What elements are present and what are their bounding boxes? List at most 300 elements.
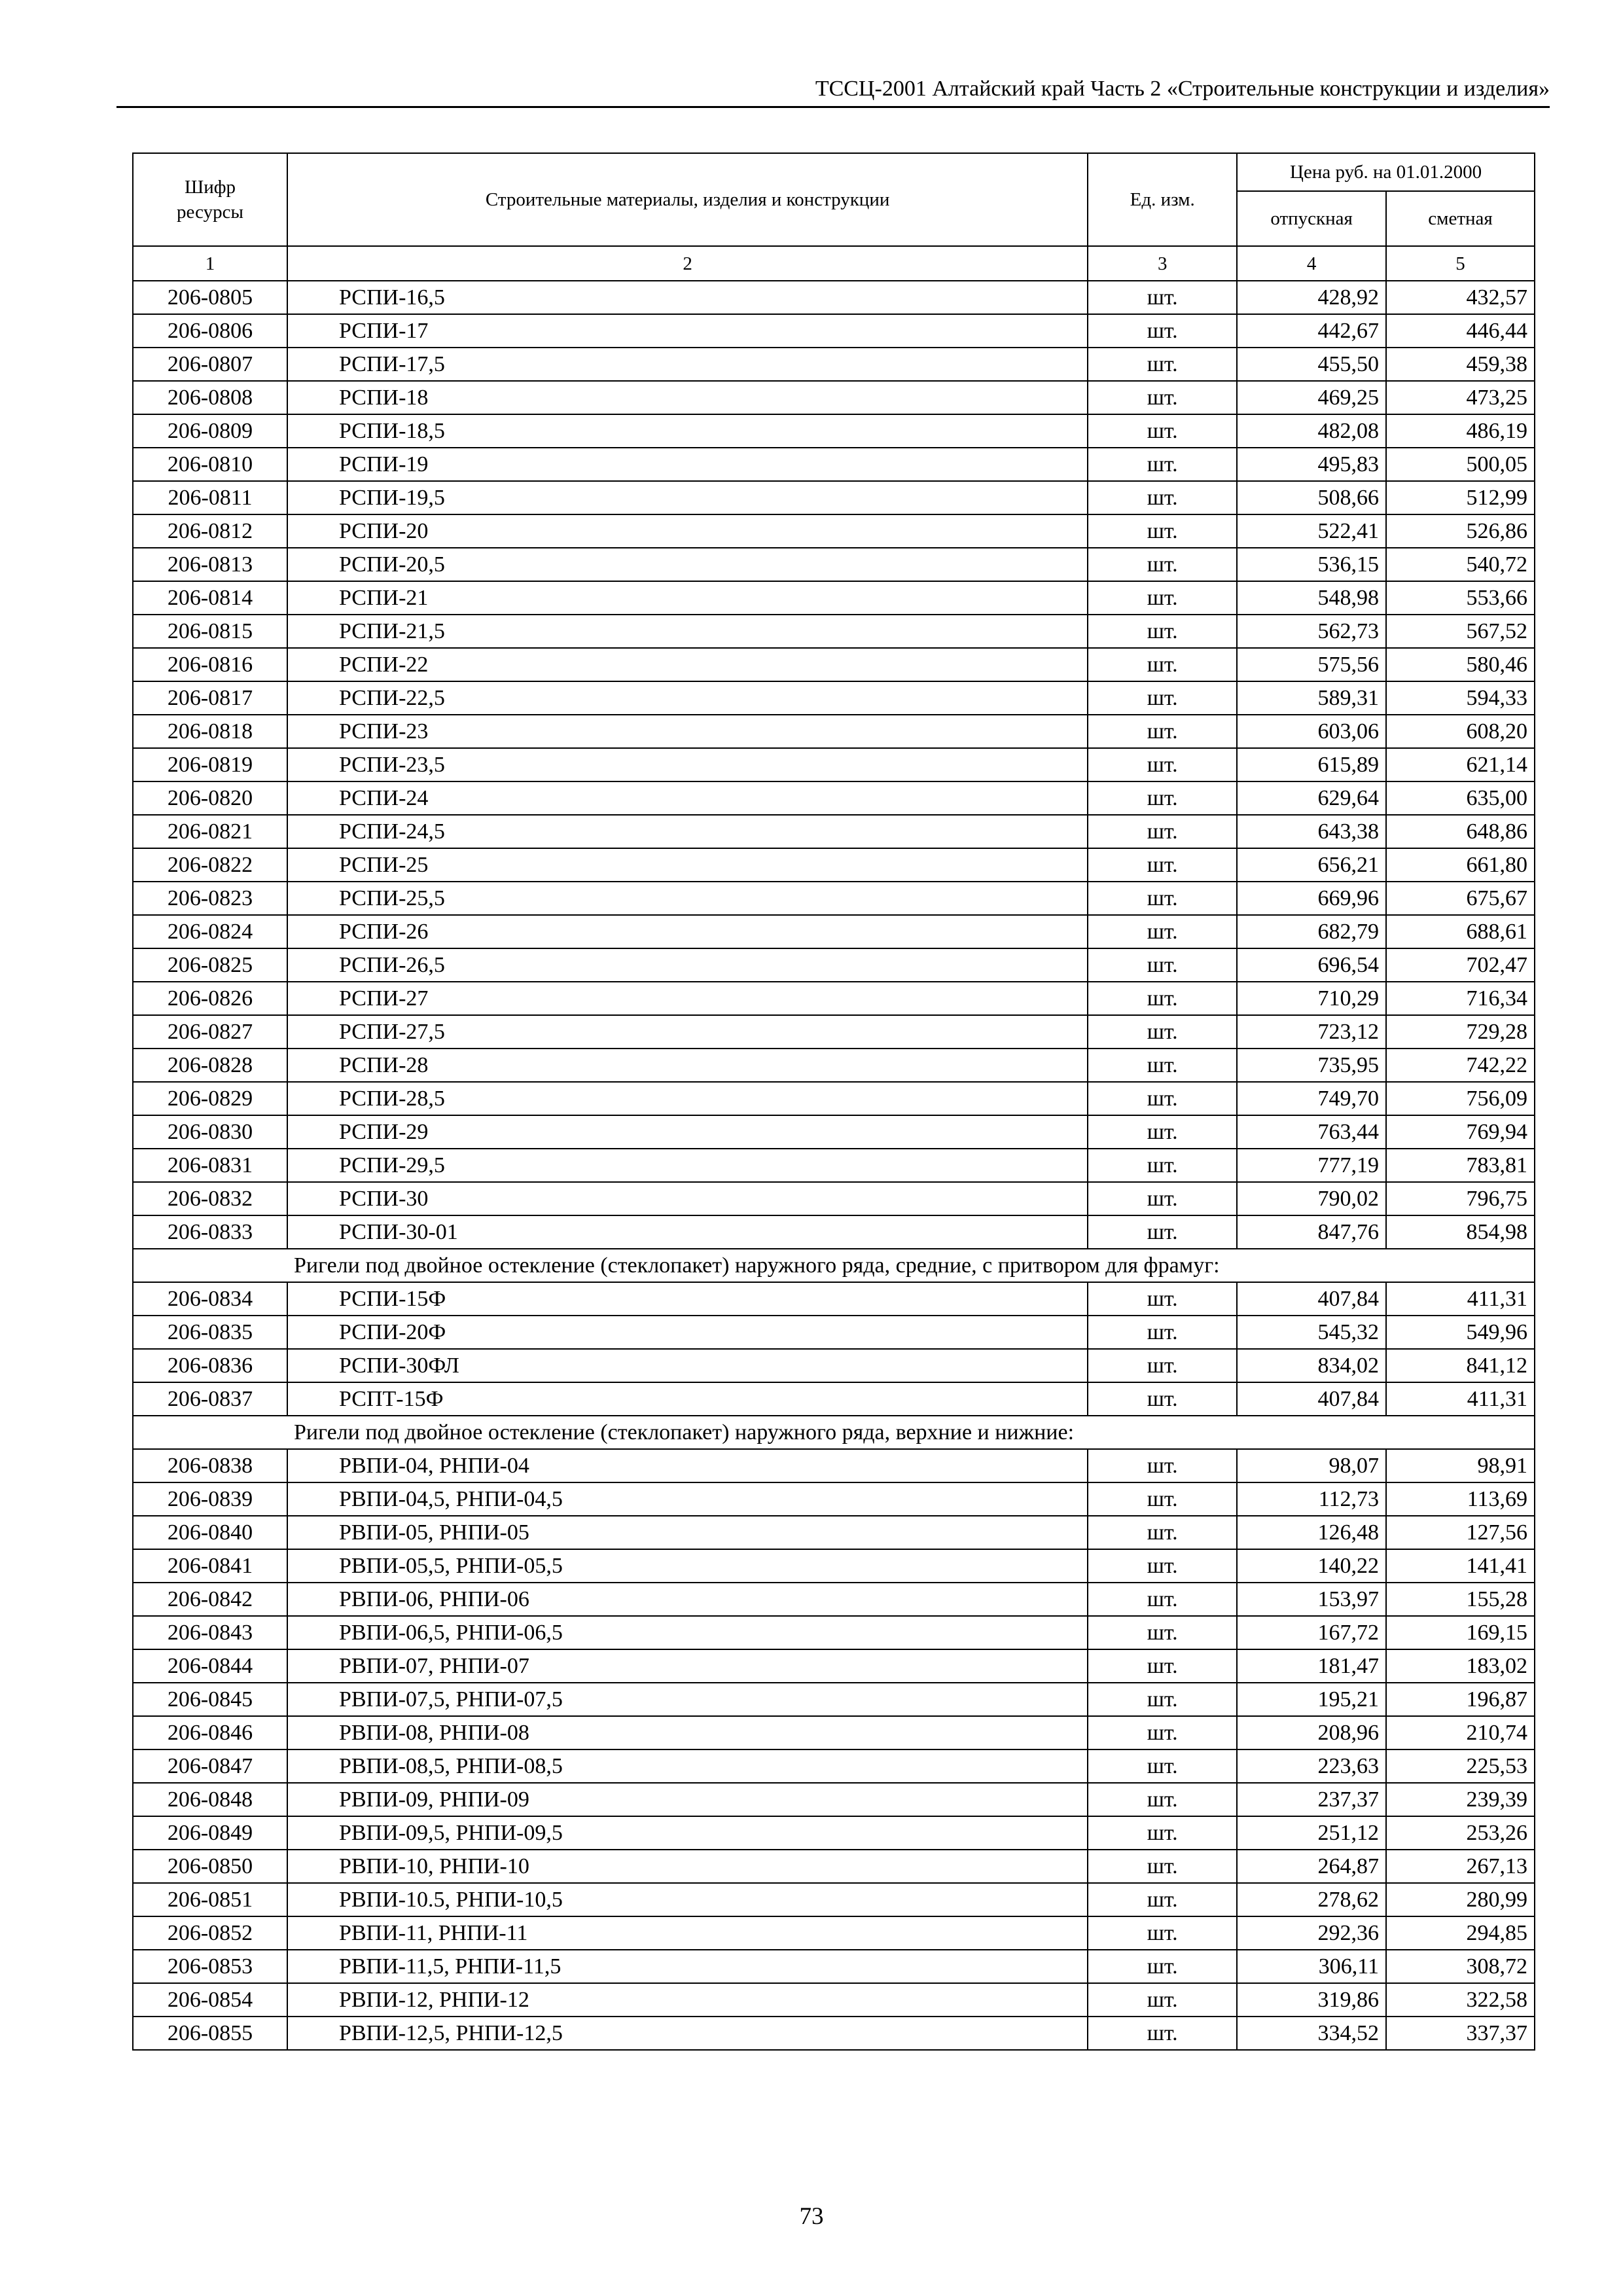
cell-unit: шт. (1088, 1549, 1237, 1583)
cell-name: РВПИ-05, РНПИ-05 (287, 1516, 1088, 1549)
table-row (133, 1816, 1535, 1850)
cell-estimate-price: 702,47 (1386, 948, 1535, 982)
cell-unit: шт. (1088, 1683, 1237, 1716)
cell-unit: шт. (1088, 348, 1237, 381)
cell-estimate-price: 580,46 (1386, 648, 1535, 681)
table-row (133, 781, 1535, 815)
cell-name: РВПИ-08,5, РНПИ-08,5 (287, 1749, 1088, 1783)
header-title: ТССЦ-2001 Алтайский край Часть 2 «Строительные конструкции и изделия» (815, 77, 1550, 101)
colnum-3: 3 (1088, 246, 1237, 281)
table-row (133, 1850, 1535, 1883)
cell-estimate-price: 113,69 (1386, 1482, 1535, 1516)
cell-name: РСПТ-15Ф (287, 1382, 1088, 1416)
cell-release-price: 140,22 (1237, 1549, 1386, 1583)
cell-release-price: 545,32 (1237, 1316, 1386, 1349)
table-row (133, 982, 1535, 1015)
table-row (133, 514, 1535, 548)
cell-release-price: 735,95 (1237, 1049, 1386, 1082)
cell-code: 206-0829 (133, 1082, 287, 1115)
cell-release-price: 603,06 (1237, 715, 1386, 748)
cell-code: 206-0818 (133, 715, 287, 748)
table-row (133, 1883, 1535, 1916)
table-row (133, 1583, 1535, 1616)
cell-unit: шт. (1088, 1049, 1237, 1082)
cell-estimate-price: 594,33 (1386, 681, 1535, 715)
cell-name: РСПИ-28 (287, 1049, 1088, 1082)
cell-release-price: 548,98 (1237, 581, 1386, 615)
cell-code: 206-0845 (133, 1683, 287, 1716)
cell-code: 206-0848 (133, 1783, 287, 1816)
cell-estimate-price: 267,13 (1386, 1850, 1535, 1883)
cell-release-price: 629,64 (1237, 781, 1386, 815)
table-row (133, 314, 1535, 348)
table-row (133, 1950, 1535, 1983)
cell-unit: шт. (1088, 915, 1237, 948)
cell-estimate-price: 716,34 (1386, 982, 1535, 1015)
cell-unit: шт. (1088, 781, 1237, 815)
cell-unit: шт. (1088, 1082, 1237, 1115)
table-row (133, 1115, 1535, 1149)
cell-name: РСПИ-23,5 (287, 748, 1088, 781)
cell-release-price: 495,83 (1237, 448, 1386, 481)
cell-estimate-price: 841,12 (1386, 1349, 1535, 1382)
cell-unit: шт. (1088, 1015, 1237, 1049)
cell-release-price: 455,50 (1237, 348, 1386, 381)
cell-unit: шт. (1088, 514, 1237, 548)
cell-estimate-price: 512,99 (1386, 481, 1535, 514)
cell-estimate-price: 854,98 (1386, 1215, 1535, 1249)
cell-release-price: 615,89 (1237, 748, 1386, 781)
table-row (133, 1382, 1535, 1416)
cell-name: РСПИ-25 (287, 848, 1088, 882)
table-row (133, 1149, 1535, 1182)
cell-estimate-price: 567,52 (1386, 615, 1535, 648)
cell-code: 206-0822 (133, 848, 287, 882)
cell-release-price: 223,63 (1237, 1749, 1386, 1783)
cell-code: 206-0823 (133, 882, 287, 915)
cell-estimate-price: 729,28 (1386, 1015, 1535, 1049)
cell-estimate-price: 225,53 (1386, 1749, 1535, 1783)
cell-name: РСПИ-22,5 (287, 681, 1088, 715)
cell-unit: шт. (1088, 1182, 1237, 1215)
cell-name: РВПИ-10.5, РНПИ-10,5 (287, 1883, 1088, 1916)
cell-unit: шт. (1088, 281, 1237, 314)
cell-code: 206-0841 (133, 1549, 287, 1583)
cell-release-price: 98,07 (1237, 1449, 1386, 1482)
page-header (116, 73, 1550, 108)
cell-name: РСПИ-24,5 (287, 815, 1088, 848)
cell-code: 206-0854 (133, 1983, 287, 2017)
table-row (133, 1783, 1535, 1816)
cell-unit: шт. (1088, 581, 1237, 615)
cell-release-price: 575,56 (1237, 648, 1386, 681)
cell-code: 206-0814 (133, 581, 287, 615)
cell-estimate-price: 169,15 (1386, 1616, 1535, 1649)
cell-estimate-price: 661,80 (1386, 848, 1535, 882)
cell-code: 206-0813 (133, 548, 287, 581)
cell-code: 206-0833 (133, 1215, 287, 1249)
cell-code: 206-0816 (133, 648, 287, 681)
table-row (133, 1082, 1535, 1115)
cell-code: 206-0850 (133, 1850, 287, 1883)
cell-code: 206-0840 (133, 1516, 287, 1549)
cell-estimate-price: 253,26 (1386, 1816, 1535, 1850)
cell-estimate-price: 608,20 (1386, 715, 1535, 748)
cell-estimate-price: 239,39 (1386, 1783, 1535, 1816)
cell-unit: шт. (1088, 1783, 1237, 1816)
section-row (133, 1249, 1535, 1282)
cell-unit: шт. (1088, 1382, 1237, 1416)
cell-release-price: 482,08 (1237, 414, 1386, 448)
cell-estimate-price: 549,96 (1386, 1316, 1535, 1349)
cell-release-price: 112,73 (1237, 1482, 1386, 1516)
cell-unit: шт. (1088, 882, 1237, 915)
cell-estimate-price: 688,61 (1386, 915, 1535, 948)
header-unit: Ед. изм. (1088, 153, 1237, 246)
cell-release-price: 589,31 (1237, 681, 1386, 715)
table-row (133, 748, 1535, 781)
cell-unit: шт. (1088, 381, 1237, 414)
cell-code: 206-0846 (133, 1716, 287, 1749)
cell-estimate-price: 553,66 (1386, 581, 1535, 615)
cell-code: 206-0824 (133, 915, 287, 948)
cell-release-price: 407,84 (1237, 1282, 1386, 1316)
cell-estimate-price: 98,91 (1386, 1449, 1535, 1482)
header-code: Шифр ресурсы (133, 153, 287, 246)
table-row (133, 1649, 1535, 1683)
cell-release-price: 126,48 (1237, 1516, 1386, 1549)
cell-name: РСПИ-20Ф (287, 1316, 1088, 1349)
cell-estimate-price: 411,31 (1386, 1282, 1535, 1316)
cell-name: РСПИ-16,5 (287, 281, 1088, 314)
cell-name: РСПИ-18 (287, 381, 1088, 414)
cell-unit: шт. (1088, 1716, 1237, 1749)
cell-code: 206-0820 (133, 781, 287, 815)
cell-unit: шт. (1088, 1649, 1237, 1683)
cell-estimate-price: 742,22 (1386, 1049, 1535, 1082)
table-row (133, 1683, 1535, 1716)
cell-release-price: 181,47 (1237, 1649, 1386, 1683)
cell-code: 206-0815 (133, 615, 287, 648)
cell-release-price: 251,12 (1237, 1816, 1386, 1850)
cell-estimate-price: 526,86 (1386, 514, 1535, 548)
cell-release-price: 696,54 (1237, 948, 1386, 982)
cell-name: РВПИ-11, РНПИ-11 (287, 1916, 1088, 1950)
cell-code: 206-0809 (133, 414, 287, 448)
header-release: отпускная (1237, 191, 1386, 246)
table-row (133, 1749, 1535, 1783)
cell-release-price: 167,72 (1237, 1616, 1386, 1649)
table-row (133, 1015, 1535, 1049)
table-row (133, 448, 1535, 481)
table-row (133, 948, 1535, 982)
cell-name: РСПИ-22 (287, 648, 1088, 681)
table-row (133, 815, 1535, 848)
cell-name: РСПИ-20,5 (287, 548, 1088, 581)
table-row (133, 648, 1535, 681)
cell-code: 206-0819 (133, 748, 287, 781)
cell-code: 206-0839 (133, 1482, 287, 1516)
cell-name: РВПИ-12, РНПИ-12 (287, 1983, 1088, 2017)
cell-name: РСПИ-26,5 (287, 948, 1088, 982)
cell-estimate-price: 621,14 (1386, 748, 1535, 781)
cell-unit: шт. (1088, 715, 1237, 748)
cell-unit: шт. (1088, 1816, 1237, 1850)
cell-name: РВПИ-10, РНПИ-10 (287, 1850, 1088, 1883)
cell-code: 206-0810 (133, 448, 287, 481)
cell-name: РСПИ-24 (287, 781, 1088, 815)
cell-name: РВПИ-08, РНПИ-08 (287, 1716, 1088, 1749)
cell-estimate-price: 783,81 (1386, 1149, 1535, 1182)
cell-code: 206-0832 (133, 1182, 287, 1215)
cell-name: РСПИ-26 (287, 915, 1088, 948)
cell-code: 206-0817 (133, 681, 287, 715)
cell-unit: шт. (1088, 848, 1237, 882)
cell-code: 206-0805 (133, 281, 287, 314)
colnum-5: 5 (1386, 246, 1535, 281)
cell-name: РВПИ-06, РНПИ-06 (287, 1583, 1088, 1616)
cell-release-price: 428,92 (1237, 281, 1386, 314)
cell-estimate-price: 183,02 (1386, 1649, 1535, 1683)
cell-release-price: 334,52 (1237, 2017, 1386, 2050)
cell-name: РСПИ-21,5 (287, 615, 1088, 648)
table-row (133, 715, 1535, 748)
cell-estimate-price: 446,44 (1386, 314, 1535, 348)
table-row (133, 548, 1535, 581)
cell-estimate-price: 322,58 (1386, 1983, 1535, 2017)
cell-name: РСПИ-19 (287, 448, 1088, 481)
cell-unit: шт. (1088, 1215, 1237, 1249)
cell-estimate-price: 500,05 (1386, 448, 1535, 481)
header-price: Цена руб. на 01.01.2000 (1237, 153, 1535, 191)
cell-name: РСПИ-29,5 (287, 1149, 1088, 1182)
table-row (133, 681, 1535, 715)
table-row (133, 1049, 1535, 1082)
table-row (133, 1516, 1535, 1549)
cell-release-price: 306,11 (1237, 1950, 1386, 1983)
cell-unit: шт. (1088, 1149, 1237, 1182)
table-row (133, 1916, 1535, 1950)
section-title: Ригели под двойное остекление (стеклопакет) наружного ряда, верхние и нижние: (133, 1416, 1535, 1449)
cell-estimate-price: 337,37 (1386, 2017, 1535, 2050)
cell-name: РВПИ-07, РНПИ-07 (287, 1649, 1088, 1683)
cell-release-price: 749,70 (1237, 1082, 1386, 1115)
table-row (133, 1716, 1535, 1749)
cell-code: 206-0808 (133, 381, 287, 414)
cell-unit: шт. (1088, 1983, 1237, 2017)
cell-code: 206-0828 (133, 1049, 287, 1082)
cell-release-price: 777,19 (1237, 1149, 1386, 1182)
cell-code: 206-0837 (133, 1382, 287, 1416)
table-row (133, 348, 1535, 381)
cell-unit: шт. (1088, 414, 1237, 448)
cell-release-price: 669,96 (1237, 882, 1386, 915)
cell-code: 206-0847 (133, 1749, 287, 1783)
cell-estimate-price: 210,74 (1386, 1716, 1535, 1749)
cell-estimate-price: 196,87 (1386, 1683, 1535, 1716)
cell-estimate-price: 280,99 (1386, 1883, 1535, 1916)
cell-code: 206-0852 (133, 1916, 287, 1950)
cell-estimate-price: 473,25 (1386, 381, 1535, 414)
cell-name: РСПИ-27 (287, 982, 1088, 1015)
cell-name: РСПИ-30 (287, 1182, 1088, 1215)
cell-code: 206-0838 (133, 1449, 287, 1482)
cell-estimate-price: 486,19 (1386, 414, 1535, 448)
cell-unit: шт. (1088, 1115, 1237, 1149)
cell-code: 206-0855 (133, 2017, 287, 2050)
cell-name: РСПИ-19,5 (287, 481, 1088, 514)
cell-release-price: 508,66 (1237, 481, 1386, 514)
cell-name: РВПИ-05,5, РНПИ-05,5 (287, 1549, 1088, 1583)
cell-release-price: 208,96 (1237, 1716, 1386, 1749)
cell-estimate-price: 141,41 (1386, 1549, 1535, 1583)
table-row (133, 1549, 1535, 1583)
cell-release-price: 522,41 (1237, 514, 1386, 548)
cell-release-price: 656,21 (1237, 848, 1386, 882)
cell-unit: шт. (1088, 1850, 1237, 1883)
cell-code: 206-0851 (133, 1883, 287, 1916)
cell-code: 206-0807 (133, 348, 287, 381)
cell-name: РСПИ-23 (287, 715, 1088, 748)
cell-unit: шт. (1088, 1916, 1237, 1950)
cell-unit: шт. (1088, 1950, 1237, 1983)
cell-unit: шт. (1088, 948, 1237, 982)
table-row (133, 882, 1535, 915)
cell-unit: шт. (1088, 1349, 1237, 1382)
cell-estimate-price: 294,85 (1386, 1916, 1535, 1950)
cell-name: РСПИ-25,5 (287, 882, 1088, 915)
cell-unit: шт. (1088, 1516, 1237, 1549)
cell-unit: шт. (1088, 982, 1237, 1015)
cell-code: 206-0831 (133, 1149, 287, 1182)
cell-unit: шт. (1088, 2017, 1237, 2050)
cell-name: РВПИ-12,5, РНПИ-12,5 (287, 2017, 1088, 2050)
cell-name: РСПИ-29 (287, 1115, 1088, 1149)
cell-unit: шт. (1088, 1616, 1237, 1649)
table-row (133, 1316, 1535, 1349)
cell-name: РВПИ-11,5, РНПИ-11,5 (287, 1950, 1088, 1983)
cell-release-price: 237,37 (1237, 1783, 1386, 1816)
section-row (133, 1416, 1535, 1449)
cell-release-price: 469,25 (1237, 381, 1386, 414)
cell-estimate-price: 411,31 (1386, 1382, 1535, 1416)
cell-name: РВПИ-04,5, РНПИ-04,5 (287, 1482, 1088, 1516)
cell-unit: шт. (1088, 748, 1237, 781)
cell-unit: шт. (1088, 615, 1237, 648)
cell-release-price: 442,67 (1237, 314, 1386, 348)
cell-release-price: 319,86 (1237, 1983, 1386, 2017)
table-row (133, 381, 1535, 414)
cell-release-price: 153,97 (1237, 1583, 1386, 1616)
cell-unit: шт. (1088, 681, 1237, 715)
cell-name: РСПИ-30-01 (287, 1215, 1088, 1249)
header-name: Строительные материалы, изделия и конструкции (287, 153, 1088, 246)
cell-unit: шт. (1088, 1749, 1237, 1783)
cell-name: РСПИ-20 (287, 514, 1088, 548)
table-row (133, 481, 1535, 514)
cell-code: 206-0811 (133, 481, 287, 514)
cell-estimate-price: 756,09 (1386, 1082, 1535, 1115)
cell-estimate-price: 540,72 (1386, 548, 1535, 581)
table-row (133, 581, 1535, 615)
cell-release-price: 407,84 (1237, 1382, 1386, 1416)
cell-estimate-price: 648,86 (1386, 815, 1535, 848)
cell-release-price: 834,02 (1237, 1349, 1386, 1382)
cell-release-price: 643,38 (1237, 815, 1386, 848)
cell-estimate-price: 155,28 (1386, 1583, 1535, 1616)
cell-name: РСПИ-17 (287, 314, 1088, 348)
cell-unit: шт. (1088, 481, 1237, 514)
cell-release-price: 536,15 (1237, 548, 1386, 581)
cell-name: РСПИ-28,5 (287, 1082, 1088, 1115)
table-row (133, 281, 1535, 314)
table-row (133, 848, 1535, 882)
cell-name: РСПИ-18,5 (287, 414, 1088, 448)
cell-code: 206-0849 (133, 1816, 287, 1850)
cell-code: 206-0821 (133, 815, 287, 848)
cell-unit: шт. (1088, 1316, 1237, 1349)
cell-release-price: 278,62 (1237, 1883, 1386, 1916)
cell-name: РВПИ-09,5, РНПИ-09,5 (287, 1816, 1088, 1850)
cell-name: РВПИ-06,5, РНПИ-06,5 (287, 1616, 1088, 1649)
cell-name: РВПИ-07,5, РНПИ-07,5 (287, 1683, 1088, 1716)
colnum-1: 1 (133, 246, 287, 281)
cell-unit: шт. (1088, 1482, 1237, 1516)
cell-code: 206-0842 (133, 1583, 287, 1616)
cell-estimate-price: 308,72 (1386, 1950, 1535, 1983)
cell-name: РВПИ-04, РНПИ-04 (287, 1449, 1088, 1482)
cell-name: РСПИ-15Ф (287, 1282, 1088, 1316)
table-row (133, 1215, 1535, 1249)
table-row (133, 414, 1535, 448)
table-row (133, 615, 1535, 648)
cell-name: РВПИ-09, РНПИ-09 (287, 1783, 1088, 1816)
cell-release-price: 562,73 (1237, 615, 1386, 648)
cell-unit: шт. (1088, 815, 1237, 848)
table-body (133, 281, 1535, 2050)
cell-code: 206-0844 (133, 1649, 287, 1683)
cell-code: 206-0826 (133, 982, 287, 1015)
cell-release-price: 763,44 (1237, 1115, 1386, 1149)
cell-estimate-price: 127,56 (1386, 1516, 1535, 1549)
table-row (133, 1449, 1535, 1482)
cell-unit: шт. (1088, 1883, 1237, 1916)
cell-code: 206-0853 (133, 1950, 287, 1983)
cell-code: 206-0830 (133, 1115, 287, 1149)
cell-name: РСПИ-30ФЛ (287, 1349, 1088, 1382)
cell-code: 206-0827 (133, 1015, 287, 1049)
table-row (133, 1349, 1535, 1382)
cell-release-price: 682,79 (1237, 915, 1386, 948)
table-row (133, 915, 1535, 948)
page-number: 73 (799, 2203, 824, 2230)
cell-release-price: 264,87 (1237, 1850, 1386, 1883)
table-row (133, 1282, 1535, 1316)
cell-estimate-price: 769,94 (1386, 1115, 1535, 1149)
cell-code: 206-0836 (133, 1349, 287, 1382)
header-estimate: сметная (1386, 191, 1535, 246)
cell-unit: шт. (1088, 548, 1237, 581)
cell-release-price: 195,21 (1237, 1683, 1386, 1716)
cell-unit: шт. (1088, 648, 1237, 681)
cell-estimate-price: 635,00 (1386, 781, 1535, 815)
section-title: Ригели под двойное остекление (стеклопакет) наружного ряда, средние, с притвором для фрамуг: (133, 1249, 1535, 1282)
table-row (133, 1616, 1535, 1649)
colnum-4: 4 (1237, 246, 1386, 281)
cell-code: 206-0834 (133, 1282, 287, 1316)
cell-estimate-price: 459,38 (1386, 348, 1535, 381)
cell-unit: шт. (1088, 448, 1237, 481)
